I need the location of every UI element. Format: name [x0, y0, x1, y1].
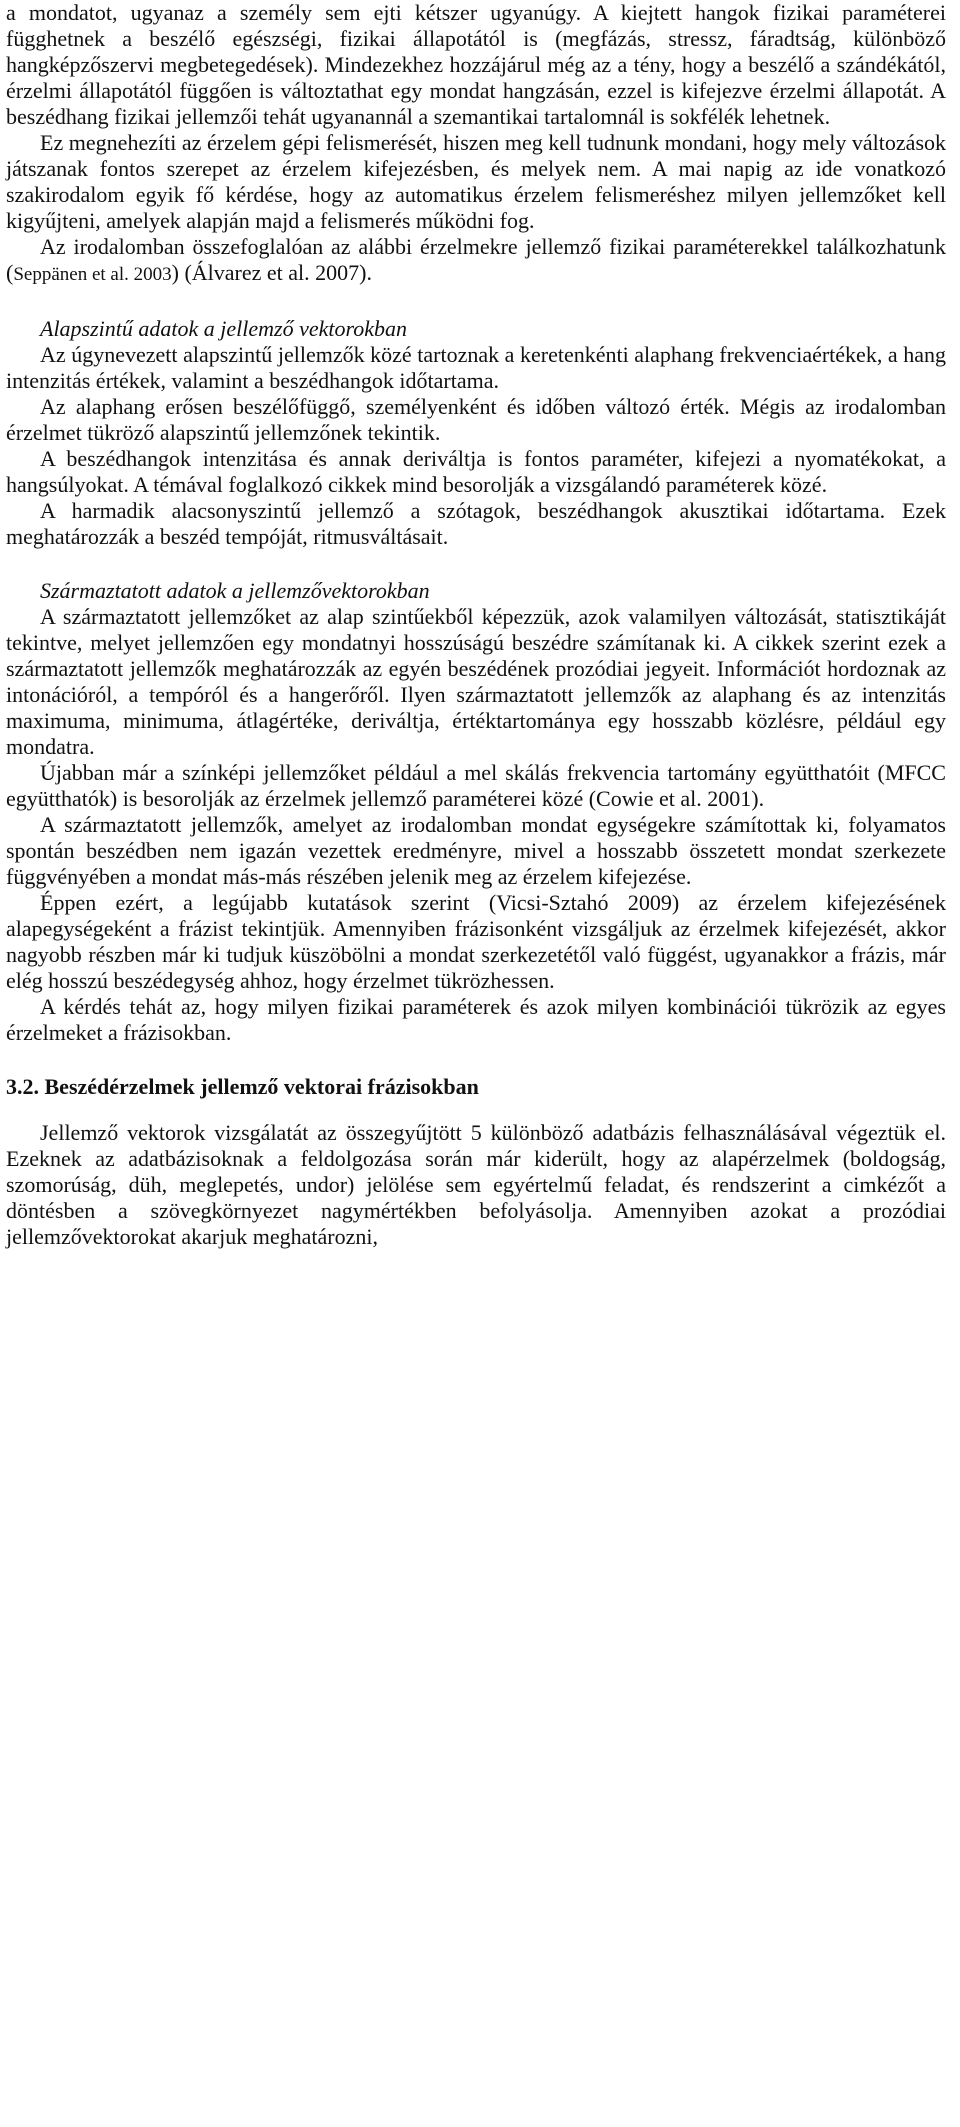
paragraph-derived-5: A kérdés tehát az, hogy milyen fizikai paraméterek és azok milyen kombinációi tükrözik az egyes érzelmeket a frázisokban. — [6, 994, 946, 1045]
paragraph-basic-3: A beszédhangok intenzitása és annak deriváltja is fontos paraméter, kifejezi a nyomatékokat, a hangsúlyokat. A témával foglalkozó cikkek mind besorolják a vizsgálandó paraméterek közé. — [6, 446, 946, 497]
paragraph-3-2-1: Jellemző vektorok vizsgálatát az összegyűjtött 5 különböző adatbázis felhasználásával végeztük el. Ezeknek az adatbázisoknak a feldolgozása során már kiderült, hogy az alapérzelmek (boldogság, szomorúság, düh, meglepetés, undor) jelölése sem egyértelmű feladat, és rendszerint a cimkézőt a döntésben a szövegkörnyezet nagymértékben befolyásolja. Amennyiben azokat a prozódiai jellemzővektorokat akarjuk meghatározni, — [6, 1120, 946, 1249]
section-3-2-body — [6, 1120, 946, 1250]
paragraph-intro-2: Ez megnehezíti az érzelem gépi felismerését, hiszen meg kell tudnunk mondani, hogy mely változások játszanak fontos szerepet az érzelem kifejezésben, és melyek nem. A mai napig az ide vonatkozó szakirodalom egyik fő kérdése, hogy az automatikus érzelem felismeréshez milyen jellemzőket kell kigyűjteni, amelyek alapján majd a felismerés működni fog. — [6, 130, 946, 233]
paragraph-intro-1: a mondatot, ugyanaz a személy sem ejti kétszer ugyanúgy. A kiejtett hangok fizikai paraméterei függhetnek a beszélő egészségi, fizikai állapotától is (megfázás, stressz, fáradtság, különböző hangképzőszervi megbetegedések). Mindezekhez hozzájárul még az a tény, hogy a beszélő a szándékától, érzelmi állapotától függően is változtathat egy mondat hangzásán, ezzel is kifejezve érzelmi állapotát. A beszédhang fizikai jellemzői tehát ugyanannál a szemantikai tartalomnál is sokfélék lehetnek. — [6, 0, 946, 129]
section-heading-3-2: 3.2. Beszédérzelmek jellemző vektorai frázisokban — [6, 1074, 479, 1099]
paragraph-intro-3-main: Az irodalomban összefoglalóan az alábbi érzelmekre jellemző fizikai paraméterekkel találkozhatunk ( — [6, 234, 946, 285]
section-heading-derived: Származtatott adatok a jellemzővektorokban — [40, 578, 430, 603]
paragraph-derived-2: Újabban már a színképi jellemzőket például a mel skálás frekvencia tartomány együtthatóit (MFCC együtthatók) is besorolják az érzelmek jellemző paraméterei közé (Cowie et al. 2001). — [6, 760, 946, 811]
section-basic-body — [6, 342, 946, 550]
paragraph-basic-2: Az alaphang erősen beszélőfüggő, személyenként és időben változó érték. Mégis az irodalomban érzelmet tükröző alapszintű jellemzőnek tekintik. — [6, 394, 946, 445]
paragraph-basic-4: A harmadik alacsonyszintű jellemző a szótagok, beszédhangok akusztikai időtartama. Ezek meghatározzák a beszéd tempóját, ritmusváltásait. — [6, 498, 946, 549]
section-heading-basic: Alapszintű adatok a jellemző vektorokban — [40, 316, 408, 341]
section-derived-body — [6, 604, 946, 1046]
paragraph-intro-3 — [6, 234, 946, 288]
paragraph-derived-3: A származtatott jellemzők, amelyet az irodalomban mondat egységekre számítottak ki, folyamatos spontán beszédben nem igazán vezettek eredményre, mivel a hosszabb összetett mondat szerkezete függvényében a mondat más-más részében jelenik meg az érzelem kifejezése. — [6, 812, 946, 889]
paragraph-derived-4: Éppen ezért, a legújabb kutatások szerint (Vicsi-Sztahó 2009) az érzelem kifejezésének alapegységeként a frázist tekintjük. Amennyiben frázisonként vizsgáljuk az érzelmek kifejezését, akkor nagyobb részben már ki tudjuk küszöbölni a mondat szerkezetétől való függést, ugyanakkor a frázis, már elég hosszú beszédegység ahhoz, hogy érzelmet tükrözhessen. — [6, 890, 946, 993]
citation-seppanen: Seppänen et al. 2003 — [13, 264, 172, 285]
intro-block — [6, 0, 946, 288]
paragraph-intro-3-tail: ) (Álvarez et al. 2007). — [171, 260, 372, 285]
paragraph-basic-1: Az úgynevezett alapszintű jellemzők közé tartoznak a keretenkénti alaphang frekvenciaértékek, a hang intenzitás értékek, valamint a beszédhangok időtartama. — [6, 342, 946, 393]
paragraph-derived-1: A származtatott jellemzőket az alap szintűekből képezzük, azok valamilyen változását, statisztikáját tekintve, melyet jellemzően egy mondatnyi hosszúságú beszédre számítanak ki. A cikkek szerint ezek a származtatott jellemzők meghatározzák az egyén beszédének prozódiai jegyeit. Információt hordoznak az intonációról, a tempóról és a hangerőről. Ilyen származtatott jellemzők az alaphang és az intenzitás maximuma, minimuma, átlagértéke, deriváltja, értéktartománya egy hosszabb közlésre, például egy mondatra. — [6, 604, 946, 759]
